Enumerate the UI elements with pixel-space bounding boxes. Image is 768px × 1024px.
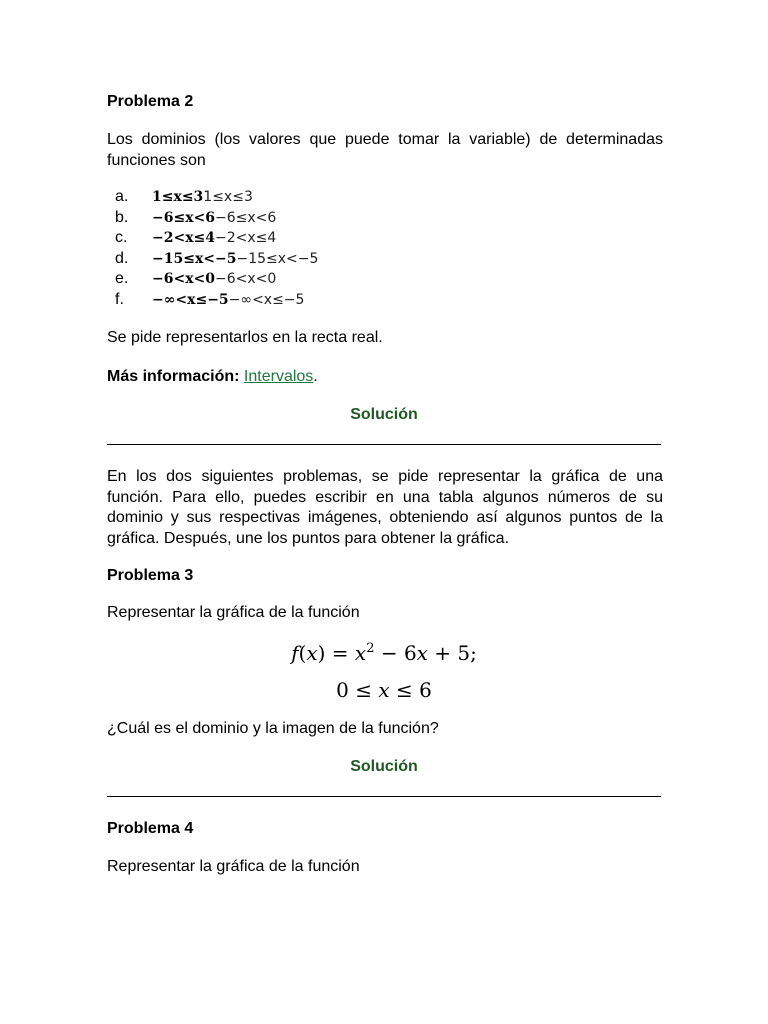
more-info-period: . (313, 368, 318, 385)
domain-var: x (378, 678, 390, 702)
graph-instructions: En los dos siguientes problemas, se pide representar la gráfica de una función. Para ello, puedes escribir en una tabla algunos números de su dominio y sus respectivas imágenes, obteniendo así algunos puntos de la gráfica. Después, une los puntos para obtener la gráfica. (107, 468, 663, 547)
problem-3-title: Problema 3 (107, 567, 194, 584)
domain-expression: 1≤x≤3 (152, 189, 204, 205)
problem-2-intro: Los dominios (los valores que puede tomar la variable) de determinadas funciones son (107, 131, 663, 169)
domain-expression-plain: −2<x≤4 (215, 230, 277, 247)
more-info-line (107, 368, 318, 386)
problem-3-solution-link[interactable]: Solución (350, 758, 418, 775)
list-marker: b. (115, 208, 129, 226)
more-info-label: Más información: (107, 368, 240, 385)
domain-expression-plain: −6≤x<6 (215, 209, 277, 226)
domain-expression: −∞<x≤−5 (152, 291, 229, 308)
formula-eq: = (331, 641, 349, 665)
problem-4-title: Problema 4 (107, 820, 194, 837)
domain-expression: −15≤x<−5 (152, 250, 237, 267)
list-item (107, 228, 318, 249)
formula-x2: x (416, 641, 428, 665)
domain-expression: −6<x<0 (152, 271, 216, 288)
domain-lower: 0 (336, 678, 349, 702)
problem-3-question: ¿Cuál es el dominio y la imagen de la función? (107, 720, 439, 737)
domain-expression: −2<x≤4 (152, 230, 216, 247)
domain-expression-plain: −∞<x≤−5 (228, 291, 305, 308)
problem-4-statement: Representar la gráfica de la función (107, 858, 360, 875)
list-item (107, 249, 318, 270)
function-formula: $f(x) = x^2 - 6x + 5$; (291, 641, 477, 665)
list-item (107, 187, 318, 208)
domain-upper: 6 (419, 678, 432, 702)
list-marker: f. (115, 290, 124, 308)
formula-x: x (306, 641, 318, 665)
problem-2-solution-link[interactable]: Solución (350, 406, 418, 423)
problem-3-statement: Representar la gráfica de la función (107, 604, 360, 621)
list-item (107, 290, 318, 311)
problem-2-title: Problema 2 (107, 93, 194, 110)
list-marker: a. (115, 188, 129, 205)
formula-exponent: 2 (366, 641, 375, 656)
formula-base: x (354, 641, 367, 665)
domain-expression-plain: −15≤x<−5 (236, 250, 319, 267)
formula-f: f (291, 641, 299, 665)
list-item (107, 208, 318, 229)
list-marker: d. (115, 249, 129, 267)
list-item (107, 269, 318, 290)
list-marker: c. (115, 229, 128, 247)
domain-expression-plain: −6<x<0 (215, 271, 277, 288)
problem-2-request: Se pide representarlos en la recta real. (107, 329, 383, 346)
divider (107, 444, 661, 445)
domain-list (107, 187, 318, 311)
domain-expression-plain: 1≤x≤3 (203, 189, 253, 205)
divider (107, 796, 661, 797)
list-marker: e. (115, 270, 129, 288)
intervalos-link[interactable]: Intervalos (243, 368, 314, 385)
formula-term-2: + 5; (427, 641, 477, 665)
domain-le-2: ≤ (396, 678, 413, 702)
domain-expression: −6≤x<6 (152, 209, 216, 226)
domain-le-1: ≤ (355, 678, 372, 702)
formula-term: − 6 (374, 641, 417, 665)
function-domain (107, 678, 661, 702)
